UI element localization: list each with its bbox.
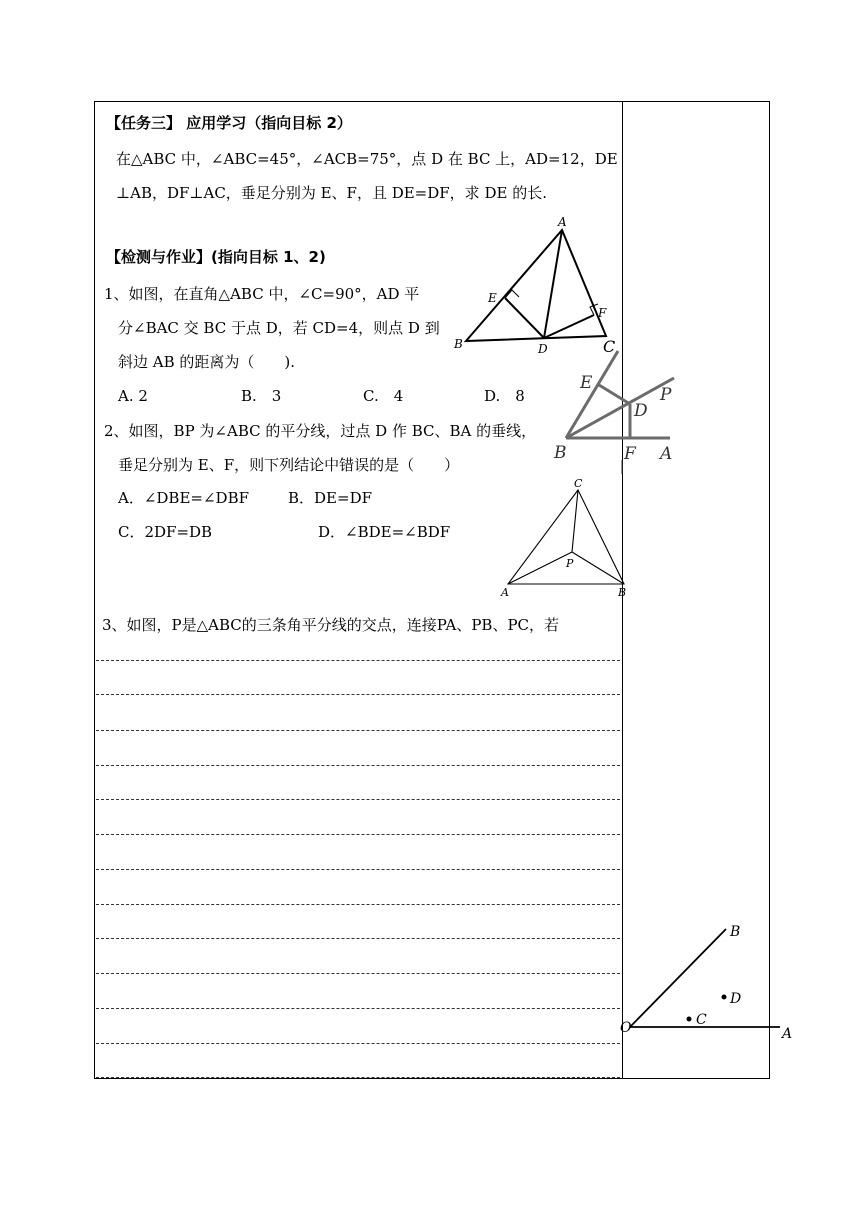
label-f: F: [624, 444, 636, 464]
label-d: D: [730, 991, 742, 1007]
answer-line: [96, 1008, 620, 1009]
answer-line: [96, 1043, 620, 1044]
label-a: A: [660, 444, 673, 464]
q3-partial-text: 3、如图，P是△ABC的三条角平分线的交点，连接PA、PB、PC，若: [102, 616, 560, 634]
answer-line: [96, 973, 620, 974]
segment-pa: [508, 552, 572, 584]
triangle-abc: [466, 230, 606, 341]
label-c: C: [574, 477, 583, 490]
q2-option-a: A．∠DBE=∠DBF: [118, 489, 249, 507]
point-d: [722, 995, 727, 1000]
answer-line: [96, 904, 620, 905]
q2-line1: 2、如图，BP 为∠ABC 的平分线，过点 D 作 BC、BA 的垂线，: [104, 422, 537, 440]
q1-option-c: C. 4: [363, 387, 404, 405]
answer-line: [96, 1077, 620, 1078]
answer-line: [96, 694, 620, 695]
segment-de: [599, 385, 630, 404]
label-c: C: [696, 1012, 707, 1028]
figure-triangle-abc-def: [448, 210, 628, 360]
q2-line2: 垂足分别为 E、F，则下列结论中错误的是（ ）: [118, 456, 460, 474]
answer-line: [96, 799, 620, 800]
label-a: A: [501, 586, 509, 599]
label-b: B: [554, 443, 567, 463]
q2-option-c: C．2DF=DB: [118, 523, 213, 541]
label-p: P: [660, 385, 672, 405]
q2-option-b: B．DE=DF: [288, 489, 373, 507]
label-b: B: [730, 924, 741, 940]
point-c: [687, 1017, 692, 1022]
ray-ob: [630, 929, 726, 1027]
q3-partial-line: [96, 616, 620, 634]
q2-option-d: D．∠BDE=∠BDF: [318, 523, 451, 541]
q1-option-b: B. 3: [241, 387, 282, 405]
label-b: B: [454, 337, 463, 351]
q1-line1: 1、如图，在直角△ABC 中，∠C=90°，AD 平: [104, 285, 420, 303]
label-b: B: [618, 586, 627, 599]
label-a: A: [558, 215, 567, 229]
figure-angle-bisector-bp: [552, 348, 687, 473]
label-d: D: [634, 401, 648, 421]
label-f: F: [598, 306, 607, 320]
task3-header: 【任务三】 应用学习（指向目标 2）: [106, 114, 352, 132]
label-d: D: [538, 342, 548, 356]
q1-line2: 分∠BAC 交 BC 于点 D，若 CD=4，则点 D 到: [118, 319, 440, 337]
q1-line3: 斜边 AB 的距离为（ ).: [118, 353, 296, 371]
homework-header: 【检测与作业】(指向目标 1、2): [106, 248, 326, 266]
figure-triangle-incenter: [496, 474, 636, 604]
answer-line: [96, 660, 620, 661]
answer-line: [96, 869, 620, 870]
q1-option-d: D. 8: [484, 387, 525, 405]
answer-line: [96, 765, 620, 766]
task3-text-line2: ⊥AB，DF⊥AC，垂足分别为 E、F，且 DE=DF，求 DE 的长.: [116, 184, 547, 202]
task3-text-line1: 在△ABC 中，∠ABC=45°，∠ACB=75°，点 D 在 BC 上，AD=12，DE: [116, 150, 618, 168]
segment-pc: [572, 490, 578, 552]
label-p: P: [566, 557, 574, 570]
label-e: E: [580, 373, 593, 393]
q1-option-a: A. 2: [118, 387, 148, 405]
answer-line: [96, 730, 620, 731]
label-c: C: [603, 337, 616, 356]
label-e: E: [488, 291, 497, 305]
answer-line: [96, 938, 620, 939]
segment-de: [505, 298, 544, 338]
label-o: O: [620, 1020, 632, 1036]
answer-line: [96, 834, 620, 835]
figure-angle-aob: [620, 916, 800, 1046]
label-a: A: [782, 1026, 793, 1042]
segment-df: [544, 315, 594, 338]
